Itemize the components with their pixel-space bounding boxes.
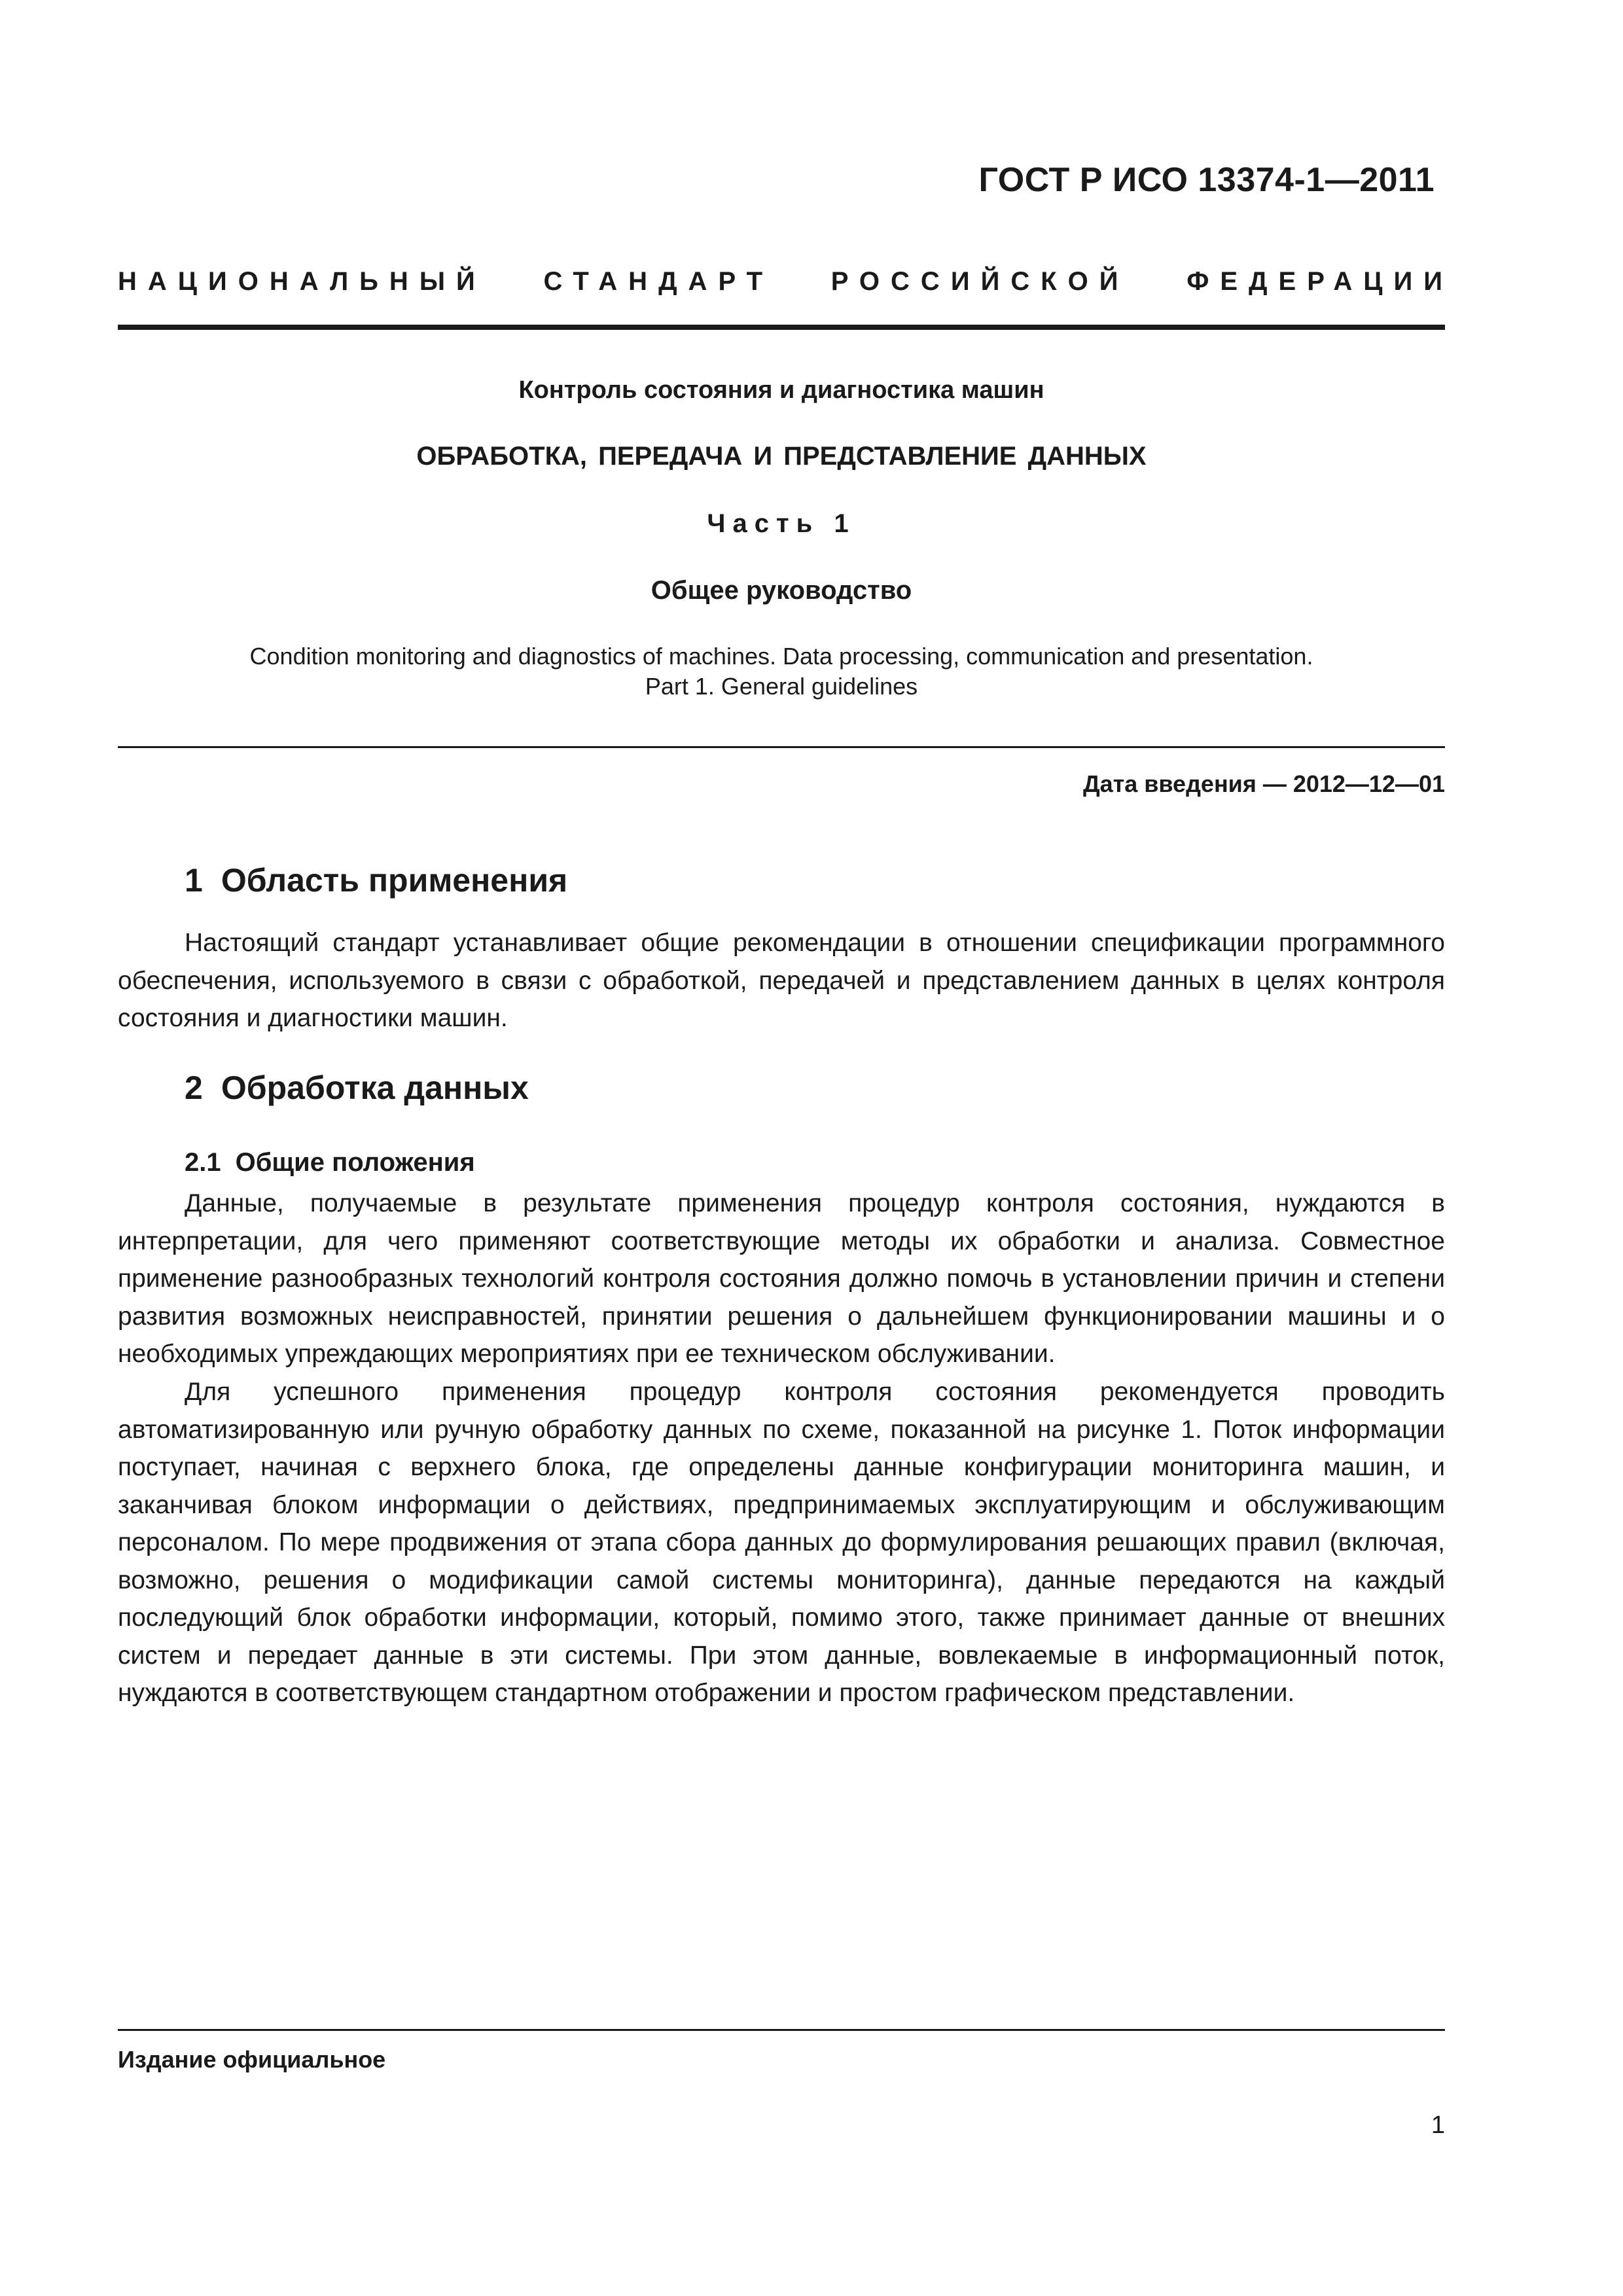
subsection-2-1-title: Общие положения [235, 1148, 475, 1177]
banner-word-2: СТАНДАРТ [543, 267, 774, 296]
english-title [118, 641, 1445, 702]
section-2-title: Обработка данных [221, 1069, 529, 1106]
footer-divider [118, 2029, 1445, 2031]
section-1-heading [185, 861, 567, 899]
document-subtitle: Общее руководство [651, 576, 912, 605]
subsection-2-1-paragraph-2: Для успешного применения процедур контроля состояния рекомендуется проводить автоматизированную или ручную обработку данных по схеме, показанной на рисунке 1. Поток информации поступает, начиная с верхнего блока, где определены данные конфигурации мониторинга машин, и заканчивая блоком информации о действиях, предпринимаемых эксплуатирующим и обслуживающим персоналом. По мере продвижения от этапа сбора данных до формулирования решающих правил (включая, возможно, решения о модификации самой системы мониторинга), данные передаются на каждый последующий блок обработки информации, который, помимо этого, также принимает данные от внешних систем и передает данные в эти системы. При этом данные, вовлекаемые в информационный поток, нуждаются в соответствующем стандартном отображении и простом графическом представлении. [118, 1378, 1445, 1707]
english-title-line-2: Part 1. General guidelines [645, 673, 918, 700]
section-1-paragraph: Настоящий стандарт устанавливает общие рекомендации в отношении спецификации программного обеспечения, используемого в связи с обработкой, передачей и представлением данных в целях контроля состояния и диагностики машин. [118, 929, 1445, 1032]
section-1-title: Область применения [221, 862, 568, 899]
introduction-date: Дата введения — 2012—12—01 [1082, 770, 1445, 797]
subsection-2-1-paragraph-1: Данные, получаемые в результате применения процедур контроля состояния, нуждаются в интерпретации, для чего применяют соответствующие методы их обработки и анализа. Совместное применение разнообразных технологий контроля состояния должно помочь в установлении причин и степени развития возможных неисправностей, принятии решения о дальнейшем функционировании машины и о необходимых упреждающих мероприятиях при ее техническом обслуживании. [118, 1189, 1445, 1368]
section-1-number: 1 [185, 862, 203, 899]
section-2-number: 2 [185, 1069, 203, 1106]
national-standard-banner [118, 267, 1454, 296]
banner-word-3: РОССИЙСКОЙ [830, 267, 1130, 296]
english-title-line-1: Condition monitoring and diagnostics of machines. Data processing, communication and presentation. [249, 643, 1313, 670]
section-2-heading [185, 1069, 529, 1107]
title-divider [118, 746, 1445, 748]
page-number: 1 [1431, 2111, 1445, 2139]
official-edition-label: Издание официальное [118, 2046, 386, 2073]
banner-word-1: НАЦИОНАЛЬНЫЙ [118, 267, 486, 296]
banner-word-4: ФЕДЕРАЦИИ [1186, 267, 1454, 296]
header-divider-thick [118, 325, 1445, 330]
subsection-2-1-heading [185, 1148, 475, 1177]
document-subject: Контроль состояния и диагностика машин [518, 376, 1044, 404]
document-part: Часть 1 [707, 509, 856, 538]
subsection-2-1-number: 2.1 [185, 1148, 221, 1177]
standard-designation: ГОСТ Р ИСО 13374-1—2011 [978, 161, 1435, 199]
document-main-title: ОБРАБОТКА, ПЕРЕДАЧА И ПРЕДСТАВЛЕНИЕ ДАННЫХ [416, 442, 1147, 471]
